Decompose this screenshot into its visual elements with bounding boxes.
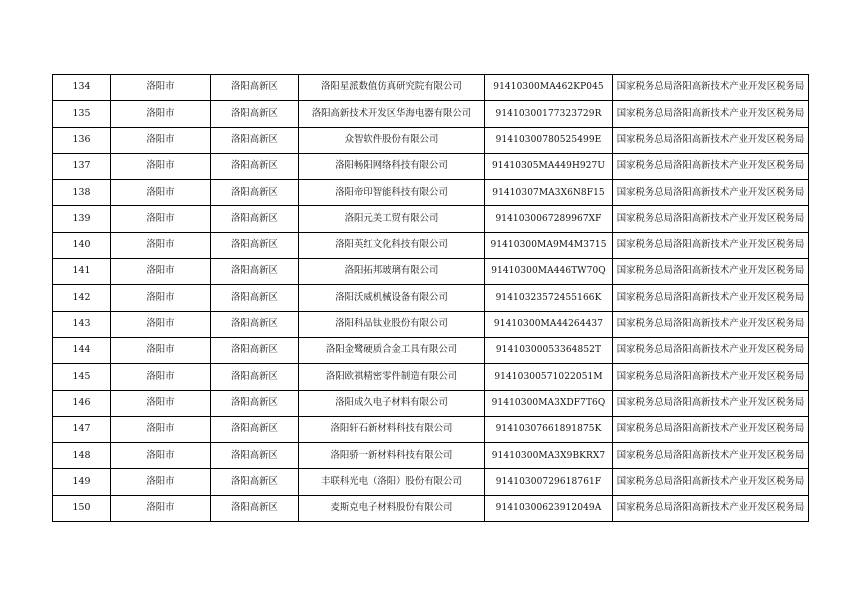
credit-code-cell: 91410300780525499E [485, 127, 613, 153]
company-name-cell: 麦斯克电子材料股份有限公司 [299, 495, 485, 521]
credit-code-cell: 91410300MA3X9BKRX7 [485, 443, 613, 469]
row-number-cell: 149 [53, 469, 111, 495]
row-number-cell: 141 [53, 259, 111, 285]
table-row [53, 127, 809, 153]
company-name-cell: 众智软件股份有限公司 [299, 127, 485, 153]
tax-office-cell: 国家税务总局洛阳高新技术产业开发区税务局 [613, 127, 809, 153]
tax-office-cell: 国家税务总局洛阳高新技术产业开发区税务局 [613, 206, 809, 232]
city-cell: 洛阳市 [111, 364, 211, 390]
row-number-cell: 140 [53, 232, 111, 258]
tax-office-cell: 国家税务总局洛阳高新技术产业开发区税务局 [613, 495, 809, 521]
district-cell: 洛阳高新区 [211, 443, 299, 469]
company-name-cell: 洛阳拓邦玻璃有限公司 [299, 259, 485, 285]
table-row [53, 153, 809, 179]
tax-office-cell: 国家税务总局洛阳高新技术产业开发区税务局 [613, 285, 809, 311]
city-cell: 洛阳市 [111, 259, 211, 285]
district-cell: 洛阳高新区 [211, 416, 299, 442]
credit-code-cell: 91410307661891875K [485, 416, 613, 442]
table-row [53, 75, 809, 101]
company-name-cell: 洛阳骄一新材料科技有限公司 [299, 443, 485, 469]
row-number-cell: 142 [53, 285, 111, 311]
table-row [53, 416, 809, 442]
credit-code-cell: 91410300MA44264437 [485, 311, 613, 337]
district-cell: 洛阳高新区 [211, 285, 299, 311]
row-number-cell: 143 [53, 311, 111, 337]
company-name-cell: 洛阳高新技术开发区华海电器有限公司 [299, 101, 485, 127]
city-cell: 洛阳市 [111, 416, 211, 442]
row-number-cell: 146 [53, 390, 111, 416]
row-number-cell: 144 [53, 337, 111, 363]
city-cell: 洛阳市 [111, 153, 211, 179]
table-row [53, 101, 809, 127]
credit-code-cell: 91410305MA449H927U [485, 153, 613, 179]
city-cell: 洛阳市 [111, 285, 211, 311]
district-cell: 洛阳高新区 [211, 390, 299, 416]
tax-office-cell: 国家税务总局洛阳高新技术产业开发区税务局 [613, 443, 809, 469]
table-body [53, 75, 809, 522]
tax-office-cell: 国家税务总局洛阳高新技术产业开发区税务局 [613, 75, 809, 101]
district-cell: 洛阳高新区 [211, 495, 299, 521]
table-row [53, 285, 809, 311]
credit-code-cell: 91410300729618761F [485, 469, 613, 495]
district-cell: 洛阳高新区 [211, 127, 299, 153]
company-name-cell: 洛阳欧祺精密零件制造有限公司 [299, 364, 485, 390]
tax-office-cell: 国家税务总局洛阳高新技术产业开发区税务局 [613, 153, 809, 179]
district-cell: 洛阳高新区 [211, 180, 299, 206]
city-cell: 洛阳市 [111, 75, 211, 101]
tax-office-cell: 国家税务总局洛阳高新技术产业开发区税务局 [613, 390, 809, 416]
table-row [53, 443, 809, 469]
credit-code-cell: 91410300MA462KP045 [485, 75, 613, 101]
district-cell: 洛阳高新区 [211, 206, 299, 232]
company-name-cell: 洛阳元美工贸有限公司 [299, 206, 485, 232]
tax-office-cell: 国家税务总局洛阳高新技术产业开发区税务局 [613, 364, 809, 390]
tax-office-cell: 国家税务总局洛阳高新技术产业开发区税务局 [613, 311, 809, 337]
tax-office-cell: 国家税务总局洛阳高新技术产业开发区税务局 [613, 232, 809, 258]
table-row [53, 180, 809, 206]
city-cell: 洛阳市 [111, 101, 211, 127]
table-row [53, 206, 809, 232]
district-cell: 洛阳高新区 [211, 75, 299, 101]
city-cell: 洛阳市 [111, 127, 211, 153]
district-cell: 洛阳高新区 [211, 259, 299, 285]
district-cell: 洛阳高新区 [211, 153, 299, 179]
row-number-cell: 134 [53, 75, 111, 101]
company-name-cell: 洛阳科品钛业股份有限公司 [299, 311, 485, 337]
city-cell: 洛阳市 [111, 495, 211, 521]
credit-code-cell: 91410307MA3X6N8F15 [485, 180, 613, 206]
table-row [53, 337, 809, 363]
credit-code-cell: 91410300MA446TW70Q [485, 259, 613, 285]
city-cell: 洛阳市 [111, 232, 211, 258]
company-name-cell: 丰联科光电（洛阳）股份有限公司 [299, 469, 485, 495]
row-number-cell: 135 [53, 101, 111, 127]
company-name-cell: 洛阳金鹭硬质合金工具有限公司 [299, 337, 485, 363]
district-cell: 洛阳高新区 [211, 469, 299, 495]
tax-office-cell: 国家税务总局洛阳高新技术产业开发区税务局 [613, 259, 809, 285]
credit-code-cell: 91410323572455166K [485, 285, 613, 311]
city-cell: 洛阳市 [111, 311, 211, 337]
district-cell: 洛阳高新区 [211, 311, 299, 337]
taxpayer-table [52, 74, 809, 522]
table-row [53, 469, 809, 495]
row-number-cell: 139 [53, 206, 111, 232]
company-name-cell: 洛阳帝印智能科技有限公司 [299, 180, 485, 206]
credit-code-cell: 91410300053364852T [485, 337, 613, 363]
tax-office-cell: 国家税务总局洛阳高新技术产业开发区税务局 [613, 180, 809, 206]
credit-code-cell: 91410300571022051M [485, 364, 613, 390]
credit-code-cell: 91410300177323729R [485, 101, 613, 127]
company-name-cell: 洛阳英红文化科技有限公司 [299, 232, 485, 258]
row-number-cell: 150 [53, 495, 111, 521]
tax-office-cell: 国家税务总局洛阳高新技术产业开发区税务局 [613, 101, 809, 127]
table-row [53, 364, 809, 390]
district-cell: 洛阳高新区 [211, 337, 299, 363]
credit-code-cell: 9141030067289967XF [485, 206, 613, 232]
row-number-cell: 148 [53, 443, 111, 469]
table-row [53, 232, 809, 258]
tax-office-cell: 国家税务总局洛阳高新技术产业开发区税务局 [613, 469, 809, 495]
table-row [53, 259, 809, 285]
row-number-cell: 138 [53, 180, 111, 206]
company-name-cell: 洛阳星派数值仿真研究院有限公司 [299, 75, 485, 101]
credit-code-cell: 91410300MA9M4M3715 [485, 232, 613, 258]
row-number-cell: 147 [53, 416, 111, 442]
credit-code-cell: 91410300MA3XDF7T6Q [485, 390, 613, 416]
table-row [53, 311, 809, 337]
city-cell: 洛阳市 [111, 206, 211, 232]
district-cell: 洛阳高新区 [211, 364, 299, 390]
tax-office-cell: 国家税务总局洛阳高新技术产业开发区税务局 [613, 416, 809, 442]
credit-code-cell: 91410300623912049A [485, 495, 613, 521]
row-number-cell: 137 [53, 153, 111, 179]
company-name-cell: 洛阳沃威机械设备有限公司 [299, 285, 485, 311]
city-cell: 洛阳市 [111, 337, 211, 363]
company-name-cell: 洛阳畅阳网络科技有限公司 [299, 153, 485, 179]
company-name-cell: 洛阳成久电子材料有限公司 [299, 390, 485, 416]
district-cell: 洛阳高新区 [211, 232, 299, 258]
company-name-cell: 洛阳轩石新材料科技有限公司 [299, 416, 485, 442]
city-cell: 洛阳市 [111, 469, 211, 495]
tax-office-cell: 国家税务总局洛阳高新技术产业开发区税务局 [613, 337, 809, 363]
table-row [53, 495, 809, 521]
city-cell: 洛阳市 [111, 390, 211, 416]
row-number-cell: 145 [53, 364, 111, 390]
table-row [53, 390, 809, 416]
city-cell: 洛阳市 [111, 180, 211, 206]
row-number-cell: 136 [53, 127, 111, 153]
city-cell: 洛阳市 [111, 443, 211, 469]
district-cell: 洛阳高新区 [211, 101, 299, 127]
